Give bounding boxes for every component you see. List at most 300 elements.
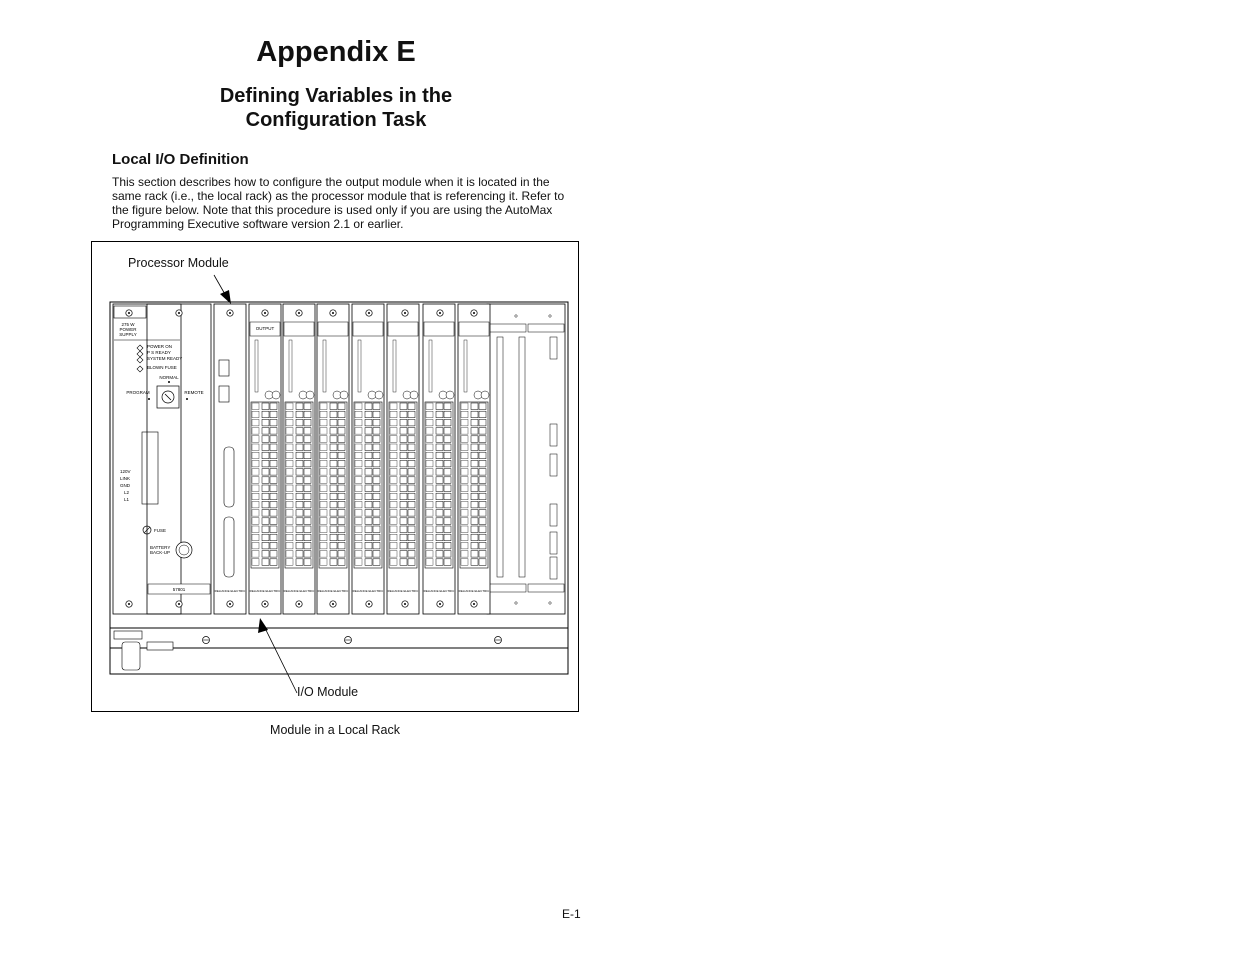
io-module-label-plate: [284, 322, 314, 336]
battery-label-1: BATTERY: [150, 545, 171, 550]
processor-connector-b: [224, 517, 234, 577]
io-terminal-screw: [296, 526, 303, 533]
io-terminal-screw: [338, 469, 345, 476]
section-heading: Local I/O Definition: [112, 151, 249, 168]
processor-port-b: [219, 386, 229, 402]
io-module-led-strip: [429, 340, 432, 392]
io-terminal-screw: [270, 510, 277, 516]
io-terminal-screw: [373, 477, 380, 484]
io-terminal-screw: [262, 403, 269, 410]
io-terminal-screw: [373, 411, 380, 418]
io-terminal-screw: [400, 411, 407, 418]
rack-label-plate: [147, 642, 173, 650]
io-terminal-screw: [436, 510, 443, 516]
io-terminal-screw: [330, 460, 337, 467]
processor-port-a: [219, 360, 229, 376]
empty-slot-rail: [550, 557, 557, 579]
io-terminal-screw: [436, 460, 443, 467]
io-terminal-number-cell: [286, 411, 293, 418]
io-terminal-screw: [262, 559, 269, 566]
io-terminal-screw: [436, 419, 443, 426]
io-terminal-screw: [479, 485, 486, 492]
io-terminal-screw: [262, 452, 269, 459]
io-terminal-number-cell: [426, 444, 433, 451]
rack-terminal-block: [114, 631, 142, 639]
io-terminal-screw: [262, 419, 269, 426]
io-terminal-number-cell: [426, 477, 433, 484]
io-terminal-screw: [330, 493, 337, 500]
io-terminal-screw: [304, 526, 311, 533]
empty-slot-rail: [550, 532, 557, 554]
io-terminal-screw: [304, 534, 311, 541]
io-terminal-number-cell: [252, 493, 259, 500]
io-module-label-plate: [353, 322, 383, 336]
io-terminal-number-cell: [252, 526, 259, 533]
io-terminal-number-cell: [320, 411, 327, 418]
io-terminal-number-cell: [355, 526, 362, 533]
io-terminal-screw: [262, 436, 269, 443]
module-bottom-screw-center: [264, 603, 266, 605]
io-terminal-screw: [365, 411, 372, 418]
io-terminal-number-cell: [320, 477, 327, 484]
module-bottom-screw-center: [229, 603, 231, 605]
io-terminal-screw: [373, 526, 380, 533]
io-terminal-number-cell: [252, 403, 259, 410]
io-terminal-number-cell: [426, 518, 433, 525]
io-terminal-number-cell: [355, 551, 362, 558]
io-terminal-number-cell: [461, 485, 468, 492]
io-terminal-number-cell: [390, 444, 397, 451]
io-terminal-screw: [471, 559, 478, 566]
io-terminal-screw: [338, 534, 345, 541]
module-top-screw-center: [128, 312, 130, 314]
io-terminal-screw: [479, 551, 486, 558]
io-terminal-screw: [365, 419, 372, 426]
io-terminal-screw: [270, 460, 277, 467]
io-terminal-number-cell: [252, 411, 259, 418]
io-module-brand-label: RELIANCE ELECTRIC: [387, 589, 419, 593]
io-terminal-screw: [400, 460, 407, 467]
io-terminal-number-cell: [355, 403, 362, 410]
empty-slot-guide: [528, 324, 564, 332]
io-terminal-number-cell: [286, 510, 293, 516]
io-terminal-screw: [270, 526, 277, 533]
io-terminal-number-cell: [390, 411, 397, 418]
io-terminal-number-cell: [461, 534, 468, 541]
io-terminal-screw: [330, 485, 337, 492]
io-terminal-number-cell: [320, 436, 327, 443]
io-terminal-screw: [304, 460, 311, 467]
io-terminal-screw: [304, 542, 311, 549]
io-terminal-screw: [408, 534, 415, 541]
io-terminal-number-cell: [461, 444, 468, 451]
io-terminal-number-cell: [390, 469, 397, 476]
io-terminal-screw: [296, 477, 303, 484]
io-terminal-number-cell: [426, 419, 433, 426]
io-terminal-screw: [338, 526, 345, 533]
io-terminal-number-cell: [355, 436, 362, 443]
io-terminal-screw: [270, 501, 277, 508]
io-terminal-number-cell: [426, 501, 433, 508]
io-terminal-number-cell: [355, 477, 362, 484]
io-terminal-screw: [408, 452, 415, 459]
io-terminal-number-cell: [320, 542, 327, 549]
io-terminal-screw: [471, 518, 478, 525]
io-terminal-screw: [296, 428, 303, 435]
module-top-screw-center: [473, 312, 475, 314]
io-terminal-number-cell: [426, 403, 433, 410]
io-module-fuse: [481, 391, 489, 399]
io-terminal-screw: [373, 551, 380, 558]
io-terminal-screw: [436, 411, 443, 418]
io-terminal-number-cell: [286, 542, 293, 549]
io-terminal-screw: [330, 559, 337, 566]
io-terminal-screw: [365, 452, 372, 459]
io-module-fuse: [446, 391, 454, 399]
module-top-screw-center: [404, 312, 406, 314]
io-terminal-screw: [436, 428, 443, 435]
io-terminal-number-cell: [286, 485, 293, 492]
io-terminal-screw: [373, 436, 380, 443]
io-terminal-screw: [400, 419, 407, 426]
io-terminal-screw: [436, 526, 443, 533]
rack-screw: [345, 637, 352, 644]
io-terminal-screw: [296, 411, 303, 418]
io-terminal-screw: [330, 419, 337, 426]
io-terminal-number-cell: [286, 518, 293, 525]
io-terminal-screw: [304, 477, 311, 484]
io-terminal-screw: [262, 534, 269, 541]
io-terminal-screw: [400, 452, 407, 459]
io-terminal-number-cell: [426, 428, 433, 435]
io-terminal-screw: [436, 534, 443, 541]
io-terminal-screw: [436, 493, 443, 500]
io-terminal-number-cell: [355, 518, 362, 525]
io-terminal-screw: [471, 403, 478, 410]
io-terminal-screw: [436, 469, 443, 476]
io-terminal-number-cell: [355, 501, 362, 508]
io-terminal-number-cell: [461, 542, 468, 549]
io-terminal-screw: [365, 493, 372, 500]
io-terminal-screw: [365, 477, 372, 484]
io-terminal-number-cell: [286, 526, 293, 533]
terminal-l1: L1: [124, 497, 130, 502]
io-terminal-screw: [270, 444, 277, 451]
io-terminal-screw: [296, 452, 303, 459]
io-terminal-screw: [365, 436, 372, 443]
io-terminal-screw: [444, 419, 451, 426]
io-terminal-number-cell: [252, 485, 259, 492]
io-terminal-screw: [373, 493, 380, 500]
io-terminal-screw: [262, 477, 269, 484]
io-terminal-screw: [444, 526, 451, 533]
io-terminal-screw: [471, 444, 478, 451]
io-terminal-screw: [479, 493, 486, 500]
io-terminal-screw: [262, 444, 269, 451]
io-terminal-screw: [400, 559, 407, 566]
io-terminal-screw: [479, 469, 486, 476]
io-terminal-screw: [304, 551, 311, 558]
empty-slot-rail: [550, 504, 557, 526]
io-terminal-screw: [365, 460, 372, 467]
io-terminal-screw: [330, 452, 337, 459]
io-terminal-number-cell: [252, 436, 259, 443]
io-terminal-number-cell: [355, 542, 362, 549]
io-terminal-screw: [365, 526, 372, 533]
io-module-brand-label: RELIANCE ELECTRIC: [249, 589, 281, 593]
module-bottom-screw-center: [332, 603, 334, 605]
io-terminal-number-cell: [390, 493, 397, 500]
io-terminal-screw: [330, 477, 337, 484]
io-terminal-screw: [338, 542, 345, 549]
io-module-led-strip: [393, 340, 396, 392]
empty-slot-screw: [515, 602, 517, 604]
io-terminal-screw: [436, 452, 443, 459]
io-terminal-number-cell: [252, 460, 259, 467]
io-module-led-strip: [464, 340, 467, 392]
io-terminal-screw: [471, 460, 478, 467]
io-terminal-number-cell: [286, 444, 293, 451]
io-terminal-screw: [338, 436, 345, 443]
io-terminal-number-cell: [252, 469, 259, 476]
empty-slot-guide: [488, 324, 526, 332]
io-terminal-number-cell: [355, 419, 362, 426]
io-terminal-screw: [365, 501, 372, 508]
io-terminal-number-cell: [286, 534, 293, 541]
io-terminal-number-cell: [426, 460, 433, 467]
io-module-fuse: [272, 391, 280, 399]
io-terminal-number-cell: [286, 403, 293, 410]
io-terminal-screw: [330, 542, 337, 549]
io-terminal-screw: [444, 460, 451, 467]
io-terminal-screw: [471, 436, 478, 443]
io-terminal-number-cell: [320, 559, 327, 566]
led-label-ps-ready: P S READY: [147, 350, 171, 355]
io-terminal-screw: [338, 411, 345, 418]
io-terminal-screw: [304, 436, 311, 443]
io-terminal-screw: [262, 411, 269, 418]
io-terminal-number-cell: [390, 501, 397, 508]
io-module-label-plate: [424, 322, 454, 336]
io-terminal-screw: [338, 460, 345, 467]
io-terminal-screw: [296, 510, 303, 516]
io-terminal-number-cell: [461, 526, 468, 533]
io-terminal-screw: [373, 485, 380, 492]
io-terminal-screw: [373, 452, 380, 459]
io-terminal-screw: [262, 428, 269, 435]
io-terminal-screw: [471, 526, 478, 533]
io-terminal-screw: [304, 501, 311, 508]
io-terminal-screw: [296, 403, 303, 410]
io-terminal-number-cell: [390, 419, 397, 426]
io-terminal-screw: [338, 485, 345, 492]
io-terminal-screw: [479, 518, 486, 525]
io-terminal-screw: [408, 419, 415, 426]
io-terminal-screw: [338, 493, 345, 500]
io-terminal-number-cell: [252, 428, 259, 435]
io-terminal-screw: [444, 559, 451, 566]
io-terminal-screw: [479, 428, 486, 435]
io-terminal-screw: [330, 526, 337, 533]
io-terminal-screw: [296, 501, 303, 508]
io-terminal-screw: [304, 559, 311, 566]
io-terminal-screw: [373, 460, 380, 467]
io-terminal-screw: [304, 485, 311, 492]
io-terminal-screw: [408, 403, 415, 410]
io-terminal-screw: [436, 518, 443, 525]
io-terminal-screw: [262, 493, 269, 500]
io-module-led-strip: [358, 340, 361, 392]
io-terminal-number-cell: [286, 477, 293, 484]
io-terminal-number-cell: [426, 469, 433, 476]
io-terminal-screw: [444, 501, 451, 508]
figure-caption: Module in a Local Rack: [270, 723, 400, 737]
io-terminal-screw: [338, 559, 345, 566]
power-rating-label: 275 W: [121, 322, 135, 327]
empty-slot-rail: [550, 454, 557, 476]
io-terminal-number-cell: [252, 501, 259, 508]
io-terminal-screw: [330, 551, 337, 558]
io-terminal-number-cell: [320, 518, 327, 525]
io-terminal-number-cell: [390, 542, 397, 549]
io-terminal-screw: [296, 469, 303, 476]
io-terminal-screw: [373, 403, 380, 410]
io-terminal-screw: [400, 551, 407, 558]
io-terminal-screw: [373, 444, 380, 451]
io-terminal-number-cell: [355, 485, 362, 492]
io-terminal-number-cell: [286, 501, 293, 508]
io-terminal-number-cell: [286, 419, 293, 426]
io-terminal-screw: [479, 460, 486, 467]
empty-slot-guide: [528, 584, 564, 592]
io-terminal-screw: [444, 452, 451, 459]
io-terminal-screw: [436, 559, 443, 566]
io-terminal-number-cell: [461, 460, 468, 467]
module-top-screw-center: [229, 312, 231, 314]
io-terminal-number-cell: [252, 510, 259, 516]
battery-connector: [176, 542, 192, 558]
io-module-brand-label: RELIANCE ELECTRIC: [317, 589, 349, 593]
io-terminal-screw: [400, 436, 407, 443]
io-terminal-number-cell: [461, 436, 468, 443]
io-terminal-screw: [436, 436, 443, 443]
io-terminal-screw: [373, 518, 380, 525]
io-terminal-screw: [471, 510, 478, 516]
io-terminal-number-cell: [426, 411, 433, 418]
io-terminal-screw: [400, 534, 407, 541]
io-terminal-screw: [296, 534, 303, 541]
io-terminal-screw: [444, 411, 451, 418]
io-terminal-screw: [304, 403, 311, 410]
power-part-number: 57801: [172, 587, 186, 592]
io-terminal-screw: [444, 518, 451, 525]
io-terminal-screw: [270, 542, 277, 549]
io-terminal-number-cell: [286, 460, 293, 467]
io-module-led-strip: [323, 340, 326, 392]
io-terminal-screw: [365, 510, 372, 516]
io-terminal-screw: [408, 510, 415, 516]
io-terminal-screw: [338, 551, 345, 558]
io-terminal-number-cell: [355, 559, 362, 566]
io-terminal-screw: [400, 428, 407, 435]
io-terminal-number-cell: [426, 526, 433, 533]
io-terminal-number-cell: [461, 493, 468, 500]
io-terminal-screw: [262, 551, 269, 558]
io-terminal-screw: [270, 493, 277, 500]
io-terminal-screw: [365, 444, 372, 451]
io-terminal-number-cell: [252, 452, 259, 459]
io-terminal-screw: [330, 403, 337, 410]
io-terminal-screw: [444, 510, 451, 516]
io-terminal-screw: [262, 518, 269, 525]
io-terminal-screw: [408, 559, 415, 566]
io-module-led-strip: [255, 340, 258, 392]
module-top-screw-center: [264, 312, 266, 314]
io-terminal-screw: [408, 477, 415, 484]
io-module-fuse: [375, 391, 383, 399]
io-terminal-screw: [270, 436, 277, 443]
io-terminal-screw: [270, 485, 277, 492]
io-terminal-screw: [471, 411, 478, 418]
rack-figure: [91, 241, 579, 737]
io-terminal-number-cell: [320, 460, 327, 467]
io-terminal-screw: [471, 551, 478, 558]
io-terminal-screw: [479, 436, 486, 443]
io-terminal-number-cell: [320, 419, 327, 426]
module-top-screw-center: [298, 312, 300, 314]
battery-label-2: BACK-UP: [150, 550, 171, 555]
io-terminal-number-cell: [355, 534, 362, 541]
io-terminal-screw: [262, 501, 269, 508]
io-terminal-number-cell: [461, 518, 468, 525]
io-terminal-screw: [408, 436, 415, 443]
power-label-2: SUPPLY: [119, 332, 137, 337]
io-terminal-screw: [408, 501, 415, 508]
io-terminal-screw: [400, 403, 407, 410]
io-module-label-plate: [459, 322, 489, 336]
io-terminal-screw: [262, 526, 269, 533]
io-terminal-screw: [304, 411, 311, 418]
empty-slot-guide: [488, 584, 526, 592]
io-terminal-screw: [400, 485, 407, 492]
io-terminal-screw: [444, 403, 451, 410]
io-terminal-screw: [270, 452, 277, 459]
io-module-callout: I/O Module: [297, 685, 359, 699]
io-terminal-screw: [304, 493, 311, 500]
io-terminal-screw: [444, 477, 451, 484]
io-terminal-number-cell: [355, 428, 362, 435]
io-terminal-screw: [373, 542, 380, 549]
subtitle-line-2: Configuration Task: [245, 109, 427, 131]
io-terminal-screw: [436, 501, 443, 508]
io-terminal-screw: [400, 510, 407, 516]
io-terminal-screw: [365, 428, 372, 435]
io-terminal-screw: [330, 469, 337, 476]
io-terminal-number-cell: [390, 403, 397, 410]
io-terminal-number-cell: [390, 526, 397, 533]
io-terminal-screw: [436, 485, 443, 492]
io-terminal-screw: [471, 485, 478, 492]
io-module-led-strip: [289, 340, 292, 392]
io-terminal-screw: [373, 469, 380, 476]
led-label-system-ready: SYSTEM READY: [147, 356, 183, 361]
io-terminal-screw: [330, 510, 337, 516]
io-terminal-number-cell: [286, 551, 293, 558]
io-terminal-screw: [373, 501, 380, 508]
io-terminal-screw: [365, 485, 372, 492]
power-terminal-strip: [142, 432, 158, 504]
io-terminal-screw: [262, 469, 269, 476]
